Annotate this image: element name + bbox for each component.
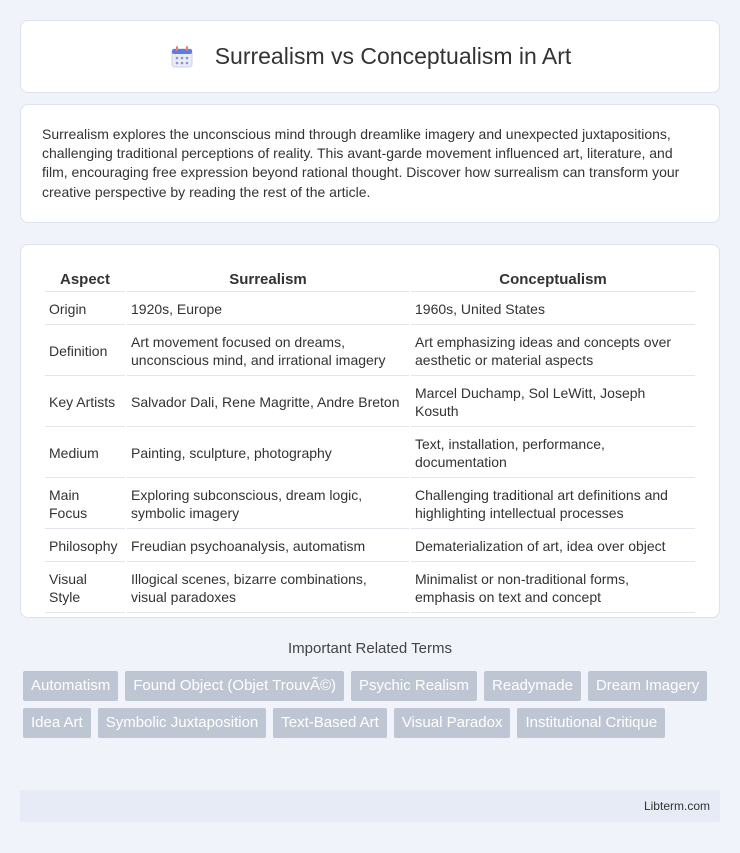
intro-card xyxy=(20,104,720,223)
table-row xyxy=(45,378,695,427)
table-row xyxy=(45,294,695,325)
row-aspect: Origin xyxy=(45,294,125,325)
tag-found-object[interactable]: Found Object (Objet TrouvÃ©) xyxy=(125,671,344,701)
row-aspect: Visual Style xyxy=(45,564,125,613)
comparison-table xyxy=(43,265,697,615)
row-surrealism: 1920s, Europe xyxy=(127,294,409,325)
row-aspect: Definition xyxy=(45,327,125,376)
tag-readymade[interactable]: Readymade xyxy=(484,671,581,701)
header-aspect: Aspect xyxy=(45,267,125,292)
footer xyxy=(20,790,720,822)
tag-idea-art[interactable]: Idea Art xyxy=(23,708,91,738)
header-surrealism: Surrealism xyxy=(127,267,409,292)
tag-text-based-art[interactable]: Text-Based Art xyxy=(273,708,387,738)
row-aspect: Main Focus xyxy=(45,480,125,529)
calendar-icon xyxy=(169,44,195,70)
row-conceptualism: Art emphasizing ideas and concepts over aesthetic or material aspects xyxy=(411,327,695,376)
row-surrealism: Exploring subconscious, dream logic, symbolic imagery xyxy=(127,480,409,529)
row-conceptualism: Dematerialization of art, idea over object xyxy=(411,531,695,562)
row-surrealism: Freudian psychoanalysis, automatism xyxy=(127,531,409,562)
row-conceptualism: 1960s, United States xyxy=(411,294,695,325)
tag-psychic-realism[interactable]: Psychic Realism xyxy=(351,671,477,701)
row-aspect: Key Artists xyxy=(45,378,125,427)
intro-text: Surrealism explores the unconscious mind through dreamlike imagery and unexpected juxtapositions, challenging traditional perceptions of reality. This avant-garde movement influenced art, literature, and film, encouraging free expression beyond rational thought. Discover how surrealism can transform your creative perspective by reading the rest of the article. xyxy=(42,126,680,200)
table-card xyxy=(20,244,720,618)
tag-automatism[interactable]: Automatism xyxy=(23,671,118,701)
table-row xyxy=(45,429,695,478)
row-surrealism: Illogical scenes, bizarre combinations, visual paradoxes xyxy=(127,564,409,613)
table-header-row xyxy=(45,267,695,292)
footer-site-link[interactable]: Libterm.com xyxy=(643,799,710,813)
page-title: Surrealism vs Conceptualism in Art xyxy=(214,43,572,69)
table-row xyxy=(45,327,695,376)
header-conceptualism: Conceptualism xyxy=(411,267,695,292)
row-aspect: Medium xyxy=(45,429,125,478)
row-surrealism: Salvador Dali, Rene Magritte, Andre Breton xyxy=(127,378,409,427)
row-aspect: Philosophy xyxy=(45,531,125,562)
tag-institutional-critique[interactable]: Institutional Critique xyxy=(517,708,665,738)
related-terms-list xyxy=(23,671,723,745)
title-card xyxy=(20,20,720,93)
row-conceptualism: Marcel Duchamp, Sol LeWitt, Joseph Kosuth xyxy=(411,378,695,427)
tag-dream-imagery[interactable]: Dream Imagery xyxy=(588,671,707,701)
row-surrealism: Painting, sculpture, photography xyxy=(127,429,409,478)
row-surrealism: Art movement focused on dreams, unconscious mind, and irrational imagery xyxy=(127,327,409,376)
row-conceptualism: Minimalist or non-traditional forms, emphasis on text and concept xyxy=(411,564,695,613)
table-row xyxy=(45,531,695,562)
table-row xyxy=(45,480,695,529)
row-conceptualism: Text, installation, performance, documentation xyxy=(411,429,695,478)
tag-symbolic-juxtaposition[interactable]: Symbolic Juxtaposition xyxy=(98,708,267,738)
table-row xyxy=(45,564,695,613)
row-conceptualism: Challenging traditional art definitions and highlighting intellectual processes xyxy=(411,480,695,529)
related-terms-title: Important Related Terms xyxy=(288,640,452,657)
tag-visual-paradox[interactable]: Visual Paradox xyxy=(394,708,511,738)
